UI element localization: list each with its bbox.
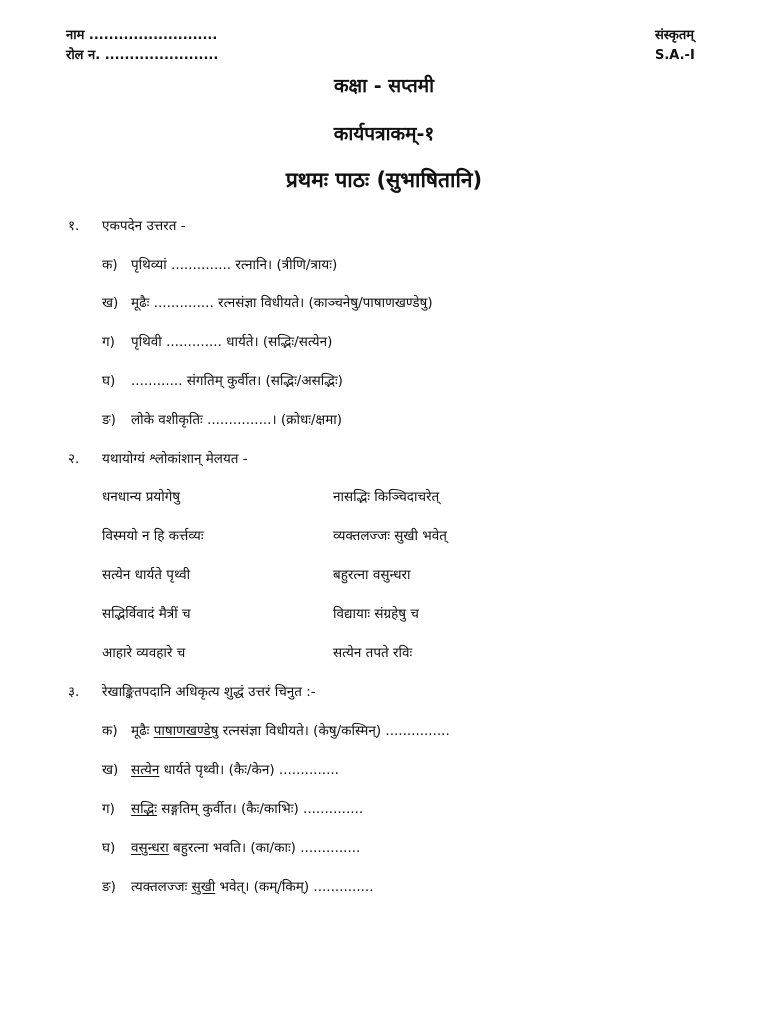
roll-line: रोल न. ....................... [66, 48, 219, 63]
match-right-item: सत्येन तपते रविः [333, 645, 413, 661]
item-text [131, 838, 360, 856]
name-line: नाम .......................... [66, 28, 218, 43]
subject-label: संस्कृतम् [655, 28, 695, 43]
item-label: ङ) [102, 412, 116, 428]
exam-label: S.A.-I [655, 48, 695, 63]
lesson-title: प्रथमः पाठः (सुभाषितानि) [285, 168, 483, 192]
question-number: २. [68, 451, 80, 467]
item-text [131, 877, 374, 895]
item-text: पृथिव्यां .............. रत्नानि। (त्रीणि/त्रायः) [131, 257, 338, 273]
question-title: एकपदेन उत्तरत - [102, 218, 186, 234]
match-left-item: सत्येन धार्यते पृथ्वी [102, 567, 191, 583]
underlined-word: वसुन्धरा [131, 840, 169, 856]
underlined-word: सद्भिः [131, 801, 158, 817]
text-after: रत्नसंज्ञा विधीयते। (केषु/कस्मिन्) ............... [218, 723, 450, 739]
match-left-item: धनधान्य प्रयोगेषु [102, 489, 181, 505]
item-text: पृथिवी ............. धार्यते। (सद्भिः/सत्येन) [131, 334, 333, 350]
item-text [131, 799, 363, 817]
item-label: घ) [102, 373, 116, 389]
item-label: घ) [102, 840, 116, 856]
class-title: कक्षा - सप्तमी [333, 75, 435, 97]
item-label: ख) [102, 762, 119, 778]
match-right-item: नासद्भिः किञ्चिदाचरेत् [333, 489, 440, 505]
question-title: रेखाङ्कितपदानि अधिकृत्य शुद्धं उत्तरं चिनुत :- [102, 684, 316, 700]
student-info [66, 26, 218, 66]
match-left-item: विस्मयो न हि कर्त्तव्यः [102, 528, 204, 544]
underlined-word: सुखी [191, 879, 216, 895]
worksheet-title: कार्यपत्राकम्-१ [333, 123, 435, 145]
match-right-item: व्यक्तलज्जः सुखी भवेत् [333, 528, 447, 544]
question-title: यथायोग्यं श्लोकांशान् मेलयत - [102, 451, 248, 467]
item-label: ग) [102, 334, 115, 350]
item-text: लोके वशीकृतिः ...............। (क्रोधः/क्षमा) [131, 412, 343, 428]
item-label: ग) [102, 801, 115, 817]
item-text: ............ संगतिम् कुर्वीत। (सद्भिः/असद्भिः) [131, 373, 343, 389]
text-after: सङ्गतिम् कुर्वीत। (कैः/काभिः) .............. [157, 801, 364, 817]
item-label: ङ) [102, 879, 116, 895]
item-label: क) [102, 723, 118, 739]
item-text [131, 721, 450, 739]
match-left-item: सद्भिर्विवादं मैत्रीं च [102, 606, 191, 622]
question-number: १. [68, 218, 80, 234]
text-after: धार्यते पृथ्वी। (कैः/केन) .............. [159, 762, 339, 778]
match-right-item: बहुरत्ना वसुन्धरा [333, 567, 411, 583]
item-label: ख) [102, 295, 119, 311]
text-before: मूढैः [131, 723, 154, 739]
text-after: बहुरत्ना भवति। (का/काः) .............. [168, 840, 361, 856]
underlined-word: पाषाणखण्डेषु [153, 723, 219, 739]
question-number: ३. [68, 684, 80, 700]
item-label: क) [102, 257, 118, 273]
item-text [131, 760, 339, 778]
text-after: भवेत्। (कम्/किम्) .............. [215, 879, 374, 895]
text-before: त्यक्तलज्जः [131, 879, 192, 895]
item-text: मूढैः .............. रत्नसंज्ञा विधीयते। (काञ्चनेषु/पाषाणखण्डेषु) [131, 295, 433, 311]
subject-info [655, 26, 695, 66]
underlined-word: सत्येन [131, 762, 160, 778]
match-left-item: आहारे व्यवहारे च [102, 645, 186, 661]
match-right-item: विद्यायाः संग्रहेषु च [333, 606, 419, 622]
